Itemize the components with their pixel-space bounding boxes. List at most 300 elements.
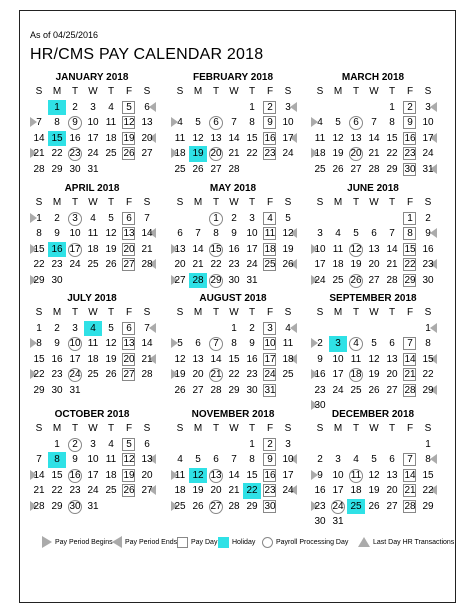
- weekday-header: S: [284, 197, 292, 208]
- day-cell: [311, 483, 329, 499]
- day-cell: [419, 257, 437, 273]
- day-cell: [419, 352, 437, 368]
- day-cell: [243, 468, 261, 484]
- day-cell: [243, 321, 261, 337]
- day-cell: [48, 226, 66, 242]
- day-number: 22: [228, 369, 240, 380]
- day-number: 11: [264, 228, 276, 239]
- day-cell: [329, 514, 347, 530]
- day-number: 19: [105, 353, 117, 365]
- day-number: 23: [51, 259, 63, 270]
- day-number: 13: [368, 243, 380, 255]
- day-cell: [401, 146, 419, 162]
- day-number: 4: [90, 212, 96, 224]
- day-number: 22: [51, 485, 63, 496]
- day-cell: [171, 336, 189, 352]
- day-number: 1: [389, 101, 395, 113]
- day-cell: [365, 499, 383, 515]
- day-cell: [171, 367, 189, 383]
- day-cell: [279, 115, 297, 131]
- day-number: 6: [389, 454, 395, 465]
- month-september: [307, 292, 439, 414]
- day-number: 17: [332, 369, 344, 380]
- day-cell: [30, 468, 48, 484]
- day-cell: [243, 115, 261, 131]
- empty-cell: [189, 100, 207, 116]
- day-cell: [225, 336, 243, 352]
- day-number: 23: [404, 148, 416, 159]
- day-cell: [48, 242, 66, 258]
- day-cell: [84, 452, 102, 468]
- day-number: 6: [353, 117, 359, 128]
- day-cell: [138, 336, 156, 352]
- day-cell: [102, 367, 120, 383]
- day-number: 30: [314, 400, 326, 411]
- day-number: 13: [192, 353, 204, 365]
- day-number: 15: [246, 132, 258, 144]
- day-cell: [347, 352, 365, 368]
- day-number: 30: [51, 384, 63, 396]
- day-number: 22: [404, 259, 416, 270]
- day-cell: [102, 100, 120, 116]
- day-cell: [279, 257, 297, 273]
- weekday-header: T: [212, 307, 220, 318]
- day-cell: [225, 226, 243, 242]
- day-number: 31: [246, 274, 258, 286]
- day-cell: [243, 257, 261, 273]
- day-number: 20: [210, 485, 222, 496]
- day-cell: [365, 146, 383, 162]
- day-number: 25: [174, 163, 186, 175]
- day-number: 26: [368, 500, 380, 512]
- day-number: 9: [231, 228, 237, 239]
- day-number: 4: [108, 438, 114, 450]
- day-number: 22: [246, 148, 258, 159]
- empty-cell: [401, 437, 419, 453]
- day-cell: [383, 146, 401, 162]
- day-number: 26: [282, 259, 294, 270]
- weekday-header: S: [176, 86, 184, 97]
- day-cell: [189, 383, 207, 399]
- day-cell: [365, 483, 383, 499]
- day-cell: [84, 499, 102, 515]
- day-cell: [261, 499, 279, 515]
- day-number: 9: [317, 353, 323, 365]
- day-cell: [48, 131, 66, 147]
- day-cell: [30, 483, 48, 499]
- day-number: 29: [51, 500, 63, 512]
- month-title: FEBRUARY 2018: [192, 72, 274, 83]
- day-number: 18: [87, 353, 99, 365]
- empty-cell: [347, 100, 365, 116]
- legend-processing: Payroll Processing Day: [262, 536, 348, 550]
- day-number: 3: [335, 454, 341, 465]
- day-cell: [48, 336, 66, 352]
- day-cell: [30, 162, 48, 178]
- weekday-header: W: [229, 197, 239, 208]
- day-number: 5: [108, 322, 114, 334]
- day-number: 25: [350, 384, 362, 396]
- month-title: SEPTEMBER 2018: [329, 293, 417, 304]
- day-cell: [189, 257, 207, 273]
- day-cell: [243, 383, 261, 399]
- month-title: MAY 2018: [209, 183, 257, 194]
- day-cell: [207, 383, 225, 399]
- day-cell: [84, 257, 102, 273]
- day-cell: [48, 499, 66, 515]
- day-cell: [311, 468, 329, 484]
- day-number: 28: [228, 163, 240, 175]
- day-cell: [383, 383, 401, 399]
- weekday-header: M: [52, 423, 62, 434]
- day-cell: [66, 211, 84, 227]
- day-number: 7: [144, 212, 150, 224]
- day-number: 30: [69, 163, 81, 175]
- day-cell: [261, 468, 279, 484]
- day-number: 28: [386, 274, 398, 286]
- weekday-header: S: [35, 423, 43, 434]
- day-cell: [84, 468, 102, 484]
- day-cell: [30, 452, 48, 468]
- weekday-header: M: [193, 86, 203, 97]
- day-cell: [365, 367, 383, 383]
- weekday-header: S: [284, 307, 292, 318]
- day-cell: [401, 226, 419, 242]
- day-number: 21: [141, 243, 153, 255]
- day-number: 27: [123, 259, 135, 270]
- day-number: 24: [332, 500, 344, 512]
- day-number: 26: [105, 259, 117, 270]
- day-number: 2: [231, 212, 237, 224]
- day-cell: [383, 499, 401, 515]
- day-number: 31: [264, 384, 276, 396]
- day-number: 24: [314, 274, 326, 286]
- month-may: [167, 182, 299, 288]
- day-number: 10: [87, 454, 99, 465]
- day-cell: [138, 367, 156, 383]
- month-title: OCTOBER 2018: [54, 409, 130, 420]
- day-cell: [347, 226, 365, 242]
- day-cell: [66, 226, 84, 242]
- day-number: 23: [228, 259, 240, 270]
- day-number: 21: [141, 353, 153, 365]
- day-cell: [30, 383, 48, 399]
- month-grid: [30, 84, 158, 177]
- day-cell: [347, 242, 365, 258]
- day-cell: [243, 499, 261, 515]
- day-number: 4: [285, 322, 291, 334]
- day-number: 3: [72, 322, 78, 334]
- day-number: 30: [51, 274, 63, 286]
- day-cell: [365, 336, 383, 352]
- day-number: 25: [282, 369, 294, 380]
- day-cell: [138, 483, 156, 499]
- day-cell: [225, 468, 243, 484]
- day-number: 14: [404, 353, 416, 365]
- period-end-icon: [149, 323, 156, 333]
- day-cell: [383, 115, 401, 131]
- day-cell: [329, 383, 347, 399]
- day-number: 24: [282, 148, 294, 159]
- day-number: 28: [404, 384, 416, 396]
- day-number: 28: [228, 500, 240, 512]
- weekday-header: T: [352, 307, 360, 318]
- day-cell: [419, 336, 437, 352]
- day-number: 16: [69, 469, 81, 481]
- weekday-header: T: [212, 86, 220, 97]
- day-number: 5: [195, 117, 201, 128]
- day-cell: [279, 211, 297, 227]
- day-number: 18: [350, 485, 362, 496]
- day-number: 8: [54, 454, 60, 465]
- day-cell: [261, 336, 279, 352]
- day-cell: [401, 115, 419, 131]
- day-cell: [419, 100, 437, 116]
- day-cell: [102, 257, 120, 273]
- day-number: 15: [422, 469, 434, 481]
- day-number: 23: [264, 485, 276, 496]
- day-cell: [225, 483, 243, 499]
- day-cell: [138, 437, 156, 453]
- weekday-header: S: [143, 86, 151, 97]
- day-cell: [84, 483, 102, 499]
- day-number: 9: [72, 454, 78, 465]
- day-number: 27: [386, 384, 398, 396]
- day-number: 15: [246, 469, 258, 481]
- day-cell: [66, 452, 84, 468]
- day-cell: [207, 468, 225, 484]
- day-cell: [329, 131, 347, 147]
- day-number: 29: [386, 163, 398, 175]
- empty-cell: [383, 211, 401, 227]
- day-number: 3: [285, 101, 291, 113]
- day-number: 14: [228, 469, 240, 481]
- weekday-header: M: [333, 423, 343, 434]
- day-number: 11: [332, 243, 344, 255]
- day-cell: [225, 115, 243, 131]
- day-cell: [279, 452, 297, 468]
- day-number: 16: [404, 132, 416, 144]
- day-cell: [261, 242, 279, 258]
- day-cell: [102, 352, 120, 368]
- day-number: 5: [126, 101, 132, 113]
- day-number: 19: [192, 148, 204, 159]
- day-number: 16: [69, 132, 81, 144]
- day-cell: [225, 146, 243, 162]
- day-cell: [311, 452, 329, 468]
- day-cell: [261, 115, 279, 131]
- empty-cell: [171, 437, 189, 453]
- weekday-header: S: [316, 423, 324, 434]
- day-number: 2: [267, 438, 273, 450]
- day-number: 17: [422, 132, 434, 144]
- day-cell: [138, 257, 156, 273]
- weekday-header: T: [248, 307, 256, 318]
- weekday-header: T: [248, 197, 256, 208]
- weekday-header: M: [193, 197, 203, 208]
- day-cell: [138, 352, 156, 368]
- day-number: 15: [386, 132, 398, 144]
- day-number: 8: [213, 228, 219, 239]
- empty-cell: [329, 437, 347, 453]
- day-number: 4: [177, 454, 183, 465]
- day-number: 29: [33, 274, 45, 286]
- day-cell: [279, 367, 297, 383]
- day-number: 2: [249, 322, 255, 334]
- day-cell: [261, 146, 279, 162]
- empty-cell: [329, 211, 347, 227]
- day-cell: [311, 514, 329, 530]
- day-number: 15: [404, 243, 416, 255]
- day-cell: [243, 452, 261, 468]
- day-number: 20: [123, 243, 135, 255]
- day-cell: [365, 115, 383, 131]
- weekday-header: S: [35, 307, 43, 318]
- day-cell: [189, 452, 207, 468]
- day-number: 20: [368, 259, 380, 270]
- period-end-icon: [430, 323, 437, 333]
- day-number: 12: [350, 243, 362, 255]
- weekday-header: M: [333, 86, 343, 97]
- day-number: 26: [123, 148, 135, 159]
- day-number: 27: [350, 163, 362, 175]
- weekday-header: S: [424, 86, 432, 97]
- day-cell: [401, 367, 419, 383]
- day-number: 26: [105, 369, 117, 380]
- day-cell: [311, 499, 329, 515]
- day-cell: [138, 452, 156, 468]
- day-cell: [329, 273, 347, 289]
- weekday-header: F: [125, 86, 133, 97]
- period-end-icon: [290, 323, 297, 333]
- weekday-header: F: [266, 423, 274, 434]
- day-number: 6: [371, 228, 377, 239]
- holiday-square-icon: [218, 537, 229, 548]
- day-number: 8: [389, 117, 395, 128]
- day-cell: [84, 115, 102, 131]
- day-number: 13: [141, 117, 153, 128]
- legend-end: Pay Period Ends: [112, 536, 177, 550]
- day-number: 1: [54, 101, 60, 113]
- day-cell: [383, 257, 401, 273]
- day-number: 2: [54, 212, 60, 224]
- day-cell: [189, 336, 207, 352]
- day-cell: [311, 383, 329, 399]
- day-cell: [66, 483, 84, 499]
- day-cell: [279, 226, 297, 242]
- day-cell: [365, 226, 383, 242]
- day-cell: [225, 162, 243, 178]
- day-cell: [383, 452, 401, 468]
- day-number: 14: [192, 243, 204, 255]
- day-cell: [189, 273, 207, 289]
- day-number: 31: [422, 163, 434, 175]
- day-number: 3: [90, 101, 96, 113]
- day-number: 24: [69, 259, 81, 270]
- day-cell: [48, 483, 66, 499]
- day-number: 24: [422, 148, 434, 159]
- month-grid: [311, 305, 439, 414]
- day-cell: [419, 367, 437, 383]
- day-cell: [189, 242, 207, 258]
- day-number: 30: [228, 274, 240, 286]
- day-number: 16: [314, 485, 326, 496]
- circle-icon: [262, 537, 273, 548]
- day-cell: [243, 211, 261, 227]
- day-cell: [225, 131, 243, 147]
- day-cell: [347, 452, 365, 468]
- day-cell: [419, 321, 437, 337]
- day-cell: [279, 146, 297, 162]
- day-number: 1: [425, 438, 431, 450]
- day-cell: [120, 131, 138, 147]
- day-cell: [138, 115, 156, 131]
- day-cell: [102, 483, 120, 499]
- day-cell: [102, 452, 120, 468]
- day-cell: [401, 162, 419, 178]
- day-cell: [279, 242, 297, 258]
- day-number: 27: [368, 274, 380, 286]
- day-number: 21: [404, 369, 416, 380]
- day-cell: [30, 146, 48, 162]
- day-number: 3: [285, 438, 291, 450]
- month-grid: [30, 421, 158, 514]
- weekday-header: W: [88, 423, 98, 434]
- day-number: 25: [350, 500, 362, 512]
- triangle-up-icon: [358, 537, 370, 547]
- day-cell: [261, 437, 279, 453]
- day-cell: [329, 483, 347, 499]
- day-cell: [225, 352, 243, 368]
- weekday-header: T: [107, 423, 115, 434]
- day-number: 18: [105, 469, 117, 481]
- day-number: 20: [174, 259, 186, 270]
- day-number: 17: [246, 243, 258, 255]
- day-number: 1: [425, 322, 431, 334]
- day-number: 12: [368, 353, 380, 365]
- day-cell: [138, 100, 156, 116]
- day-number: 14: [386, 243, 398, 255]
- day-cell: [138, 226, 156, 242]
- period-end-icon: [430, 228, 437, 238]
- day-cell: [261, 321, 279, 337]
- day-cell: [329, 468, 347, 484]
- day-cell: [383, 226, 401, 242]
- month-grid: [171, 421, 299, 514]
- day-cell: [66, 437, 84, 453]
- day-cell: [48, 115, 66, 131]
- day-number: 28: [192, 274, 204, 286]
- day-cell: [225, 211, 243, 227]
- day-number: 10: [246, 228, 258, 239]
- day-cell: [243, 367, 261, 383]
- day-number: 12: [123, 117, 135, 128]
- day-number: 9: [425, 228, 431, 239]
- day-number: 13: [141, 454, 153, 465]
- day-number: 15: [51, 469, 63, 481]
- day-number: 7: [407, 338, 413, 349]
- day-cell: [365, 131, 383, 147]
- day-cell: [419, 242, 437, 258]
- weekday-header: T: [107, 197, 115, 208]
- day-cell: [66, 383, 84, 399]
- day-number: 11: [282, 338, 294, 349]
- day-number: 25: [105, 148, 117, 159]
- weekday-header: M: [333, 197, 343, 208]
- weekday-header: W: [229, 307, 239, 318]
- calendar-page: [19, 10, 456, 603]
- day-cell: [347, 367, 365, 383]
